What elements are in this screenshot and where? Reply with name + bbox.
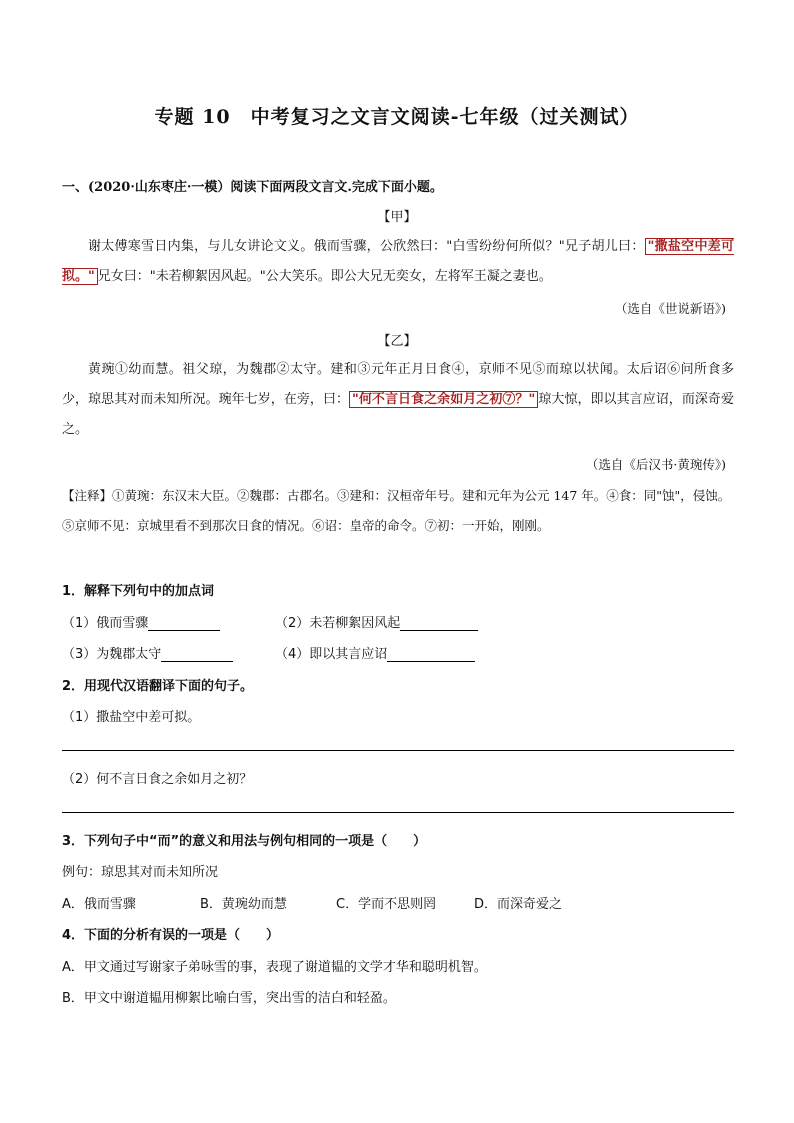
q4-option-a[interactable]: A．甲文通过写谢家子弟咏雪的事，表现了谢道韫的文学才华和聪明机智。 <box>62 960 487 975</box>
passage-a-text-before: 谢太傅寒雪日内集，与儿女讲论文义。俄而雪骤，公欣然曰："白雪纷纷何所似？"兄子胡儿曰： <box>88 239 645 254</box>
q2-title: 2．用现代汉语翻译下面的句子。 <box>62 679 254 694</box>
q1-item-1: （1）俄而雪骤 <box>62 612 220 631</box>
q4-option-b[interactable]: B．甲文中谢道韫用柳絮比喻白雪，突出雪的洁白和轻盈。 <box>62 991 396 1006</box>
passage-a-label: 【甲】 <box>377 210 417 225</box>
q1-title: 1．解释下列句中的加点词 <box>62 584 215 599</box>
q3-option-d[interactable]: D．而深奇爱之 <box>474 897 563 912</box>
passage-b-text-after: 琼大惊，即以其言应诏，而深奇爱之。 <box>62 392 734 437</box>
q3-example: 例句：琼思其对而未知所况 <box>62 865 219 880</box>
answer-line[interactable] <box>62 812 734 813</box>
q2-item-1: （1）撒盐空中差可拟。 <box>62 710 201 725</box>
passage-b-text <box>62 355 734 445</box>
answer-blank[interactable] <box>148 616 220 631</box>
passage-a-highlight: "撒盐空中差可拟。" <box>62 239 734 284</box>
q1-item-3: （3）为魏郡太守 <box>62 643 233 662</box>
q4-title: 4．下面的分析有误的一项是（ ） <box>62 928 280 943</box>
q2-item-2: （2）何不言日食之余如月之初？ <box>62 772 253 787</box>
q3-option-c[interactable]: C．学而不思则罔 <box>336 897 437 912</box>
passage-a-text-after: 兄女曰："未若柳絮因风起。"公大笑乐。即公大兄无奕女，左将军王凝之妻也。 <box>97 269 552 284</box>
passage-b-highlight: "何不言日食之余如月之初⑦？" <box>349 391 538 408</box>
passage-a-text <box>62 232 734 292</box>
q1-item-2: （2）未若柳絮因风起 <box>275 612 478 631</box>
document-title: 专题 10 中考复习之文言文阅读-七年级（过关测试） <box>154 106 640 128</box>
q3-title: 3．下列句子中“而”的意义和用法与例句相同的一项是（ ） <box>62 834 427 849</box>
q3-option-b[interactable]: B．黄琬幼而慧 <box>200 897 287 912</box>
passage-a-source: （选自《世说新语》) <box>614 301 726 316</box>
answer-blank[interactable] <box>161 647 233 662</box>
answer-blank[interactable] <box>400 616 478 631</box>
passage-b-label: 【乙】 <box>377 334 417 349</box>
passage-b-source: （选自《后汉书·黄琬传》) <box>585 457 726 472</box>
q1-item-4: （4）即以其言应诏 <box>275 643 475 662</box>
answer-blank[interactable] <box>387 647 475 662</box>
answer-line[interactable] <box>62 750 734 751</box>
q3-option-a[interactable]: A．俄而雪骤 <box>62 897 136 912</box>
section-heading: 一、(2020·山东枣庄·一模）阅读下面两段文言文.完成下面小题。 <box>62 180 443 195</box>
annotation-notes: 【注释】①黄琬：东汉末大臣。②魏郡：古郡名。③建和：汉桓帝年号。建和元年为公元 147 年。④食：同"蚀"，侵蚀。⑤京师不见：京城里看不到那次日食的情况。⑥诏：皇帝的命令。⑦初：一开始，刚刚。 <box>62 488 731 533</box>
passage-b-text-before: 黄琬①幼而慧。祖父琼，为魏郡②太守。建和③元年正月日食④，京师不见⑤而琼以状闻。太后诏⑥问所食多少，琼思其对而未知所况。琬年七岁，在旁，曰： <box>62 362 734 407</box>
